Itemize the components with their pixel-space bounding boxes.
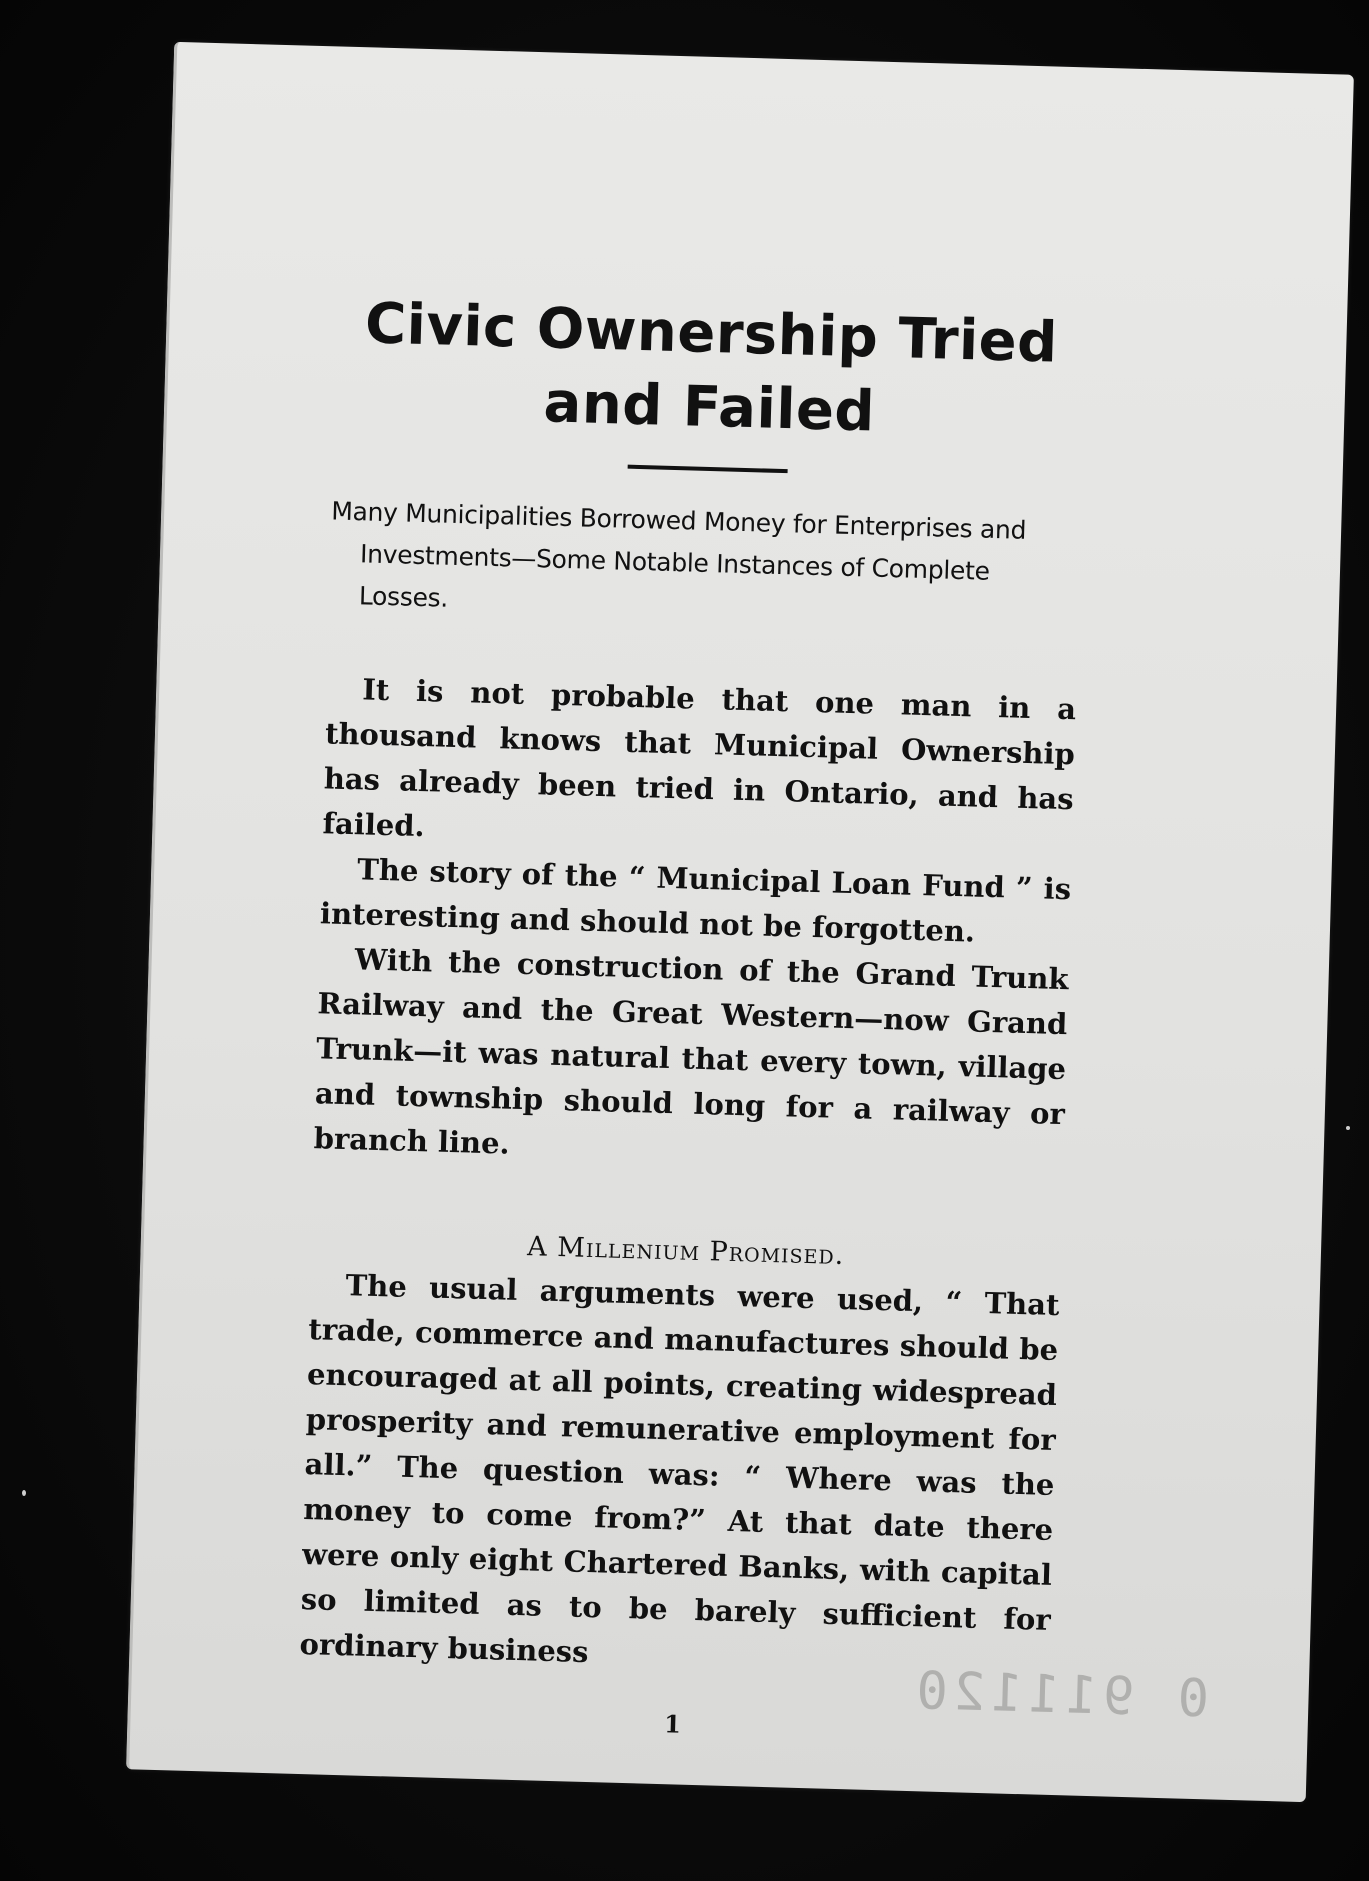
page-title	[333, 287, 1087, 456]
page-number: 1	[663, 1709, 682, 1739]
paragraph-2: The story of the “ Municipal Loan Fund ” is interesting and should not be forgotten.	[319, 852, 1072, 949]
dust-speck	[1346, 1126, 1350, 1130]
dust-speck	[22, 1490, 26, 1496]
title-rule	[628, 465, 788, 473]
section-paragraph: The usual arguments were used, “ That trade, commerce and manufactures should be encouraged at all points, creating widespread prosperity and remunerative employment for all.” The question was: “ Where was the money to come from?” At that date there were only eight Chartered Banks, with capital so limited as to be barely sufficient for ordinary business	[299, 1268, 1060, 1670]
document-page	[126, 42, 1354, 1802]
subtitle: Many Municipalities Borrowed Money for Enterprises and Investments—Some Notable Instances of Complete Losses.	[330, 496, 1027, 613]
title-line-1: Civic Ownership Tried	[364, 291, 1059, 376]
page-content	[297, 287, 1087, 1749]
title-line-2: and Failed	[542, 370, 876, 445]
section-heading: A Millenium Promised.	[526, 1231, 845, 1272]
paragraph-1: It is not probable that one man in a thousand knows that Municipal Ownership has already been tried in Ontario, and has failed.	[322, 672, 1077, 844]
archive-stamp: 0 911120	[909, 1661, 1210, 1730]
paragraph-3: With the construction of the Grand Trunk Railway and the Great Western—now Grand Trunk—it was natural that every town, village and township should long for a railway or branch line.	[313, 942, 1070, 1161]
